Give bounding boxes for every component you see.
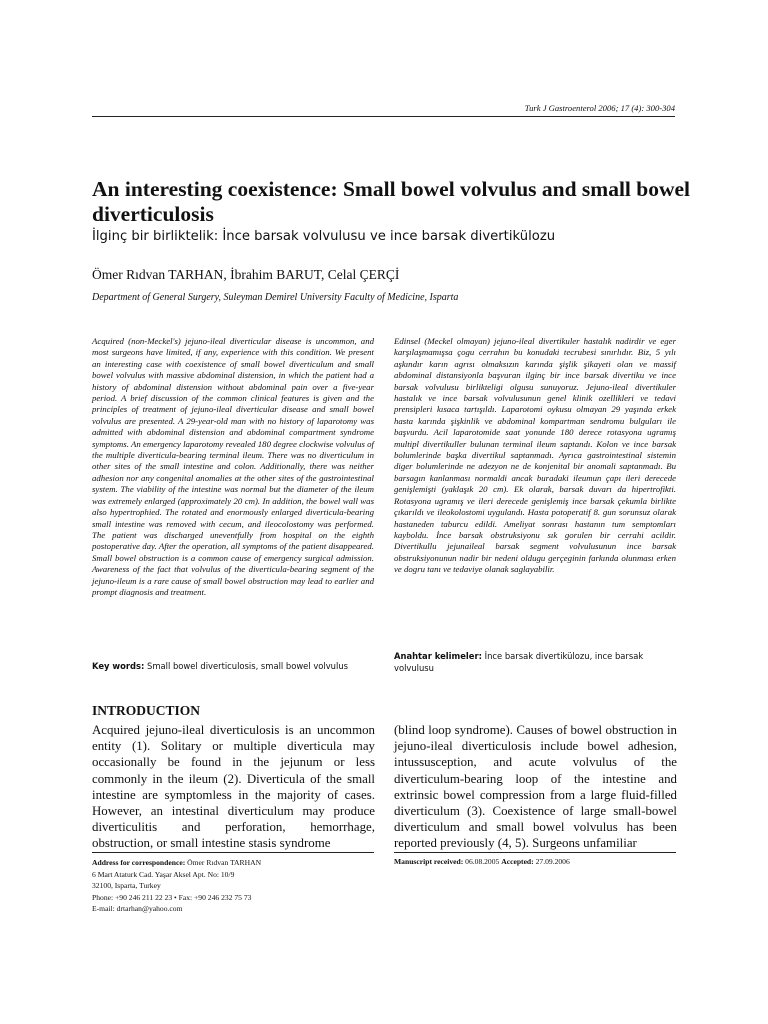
footer-rule-right — [394, 852, 676, 853]
correspondence-line — [92, 857, 261, 869]
author-list: Ömer Rıdvan TARHAN, İbrahim BARUT, Celal ÇERÇİ — [92, 267, 400, 282]
abstract-turkish: Edinsel (Meckel olmayan) jejuno-ileal divertikuler hastalık nadirdir ve eger karşılaşmamışsa çogu cerrahın bu konudaki tecrubesi sınırlıdır. Biz, 5 yılı aşkındır karın agrısı olmaksızın karında şişlik şikayeti olan ve massif abdominal distansiyonla başvuran ilginç bir ince barsak divertiku ve ince barsak volvulusu birlikteligi olgusu sunuyoruz. Jejuno-ileal divertikuler hastalık ve ince barsak volvulusunun genel klinik ozellikleri ve tedavi prensipleri kısaca tartışıldı. Laparotomi oykusu olmayan 29 yaşında erkek hasta karında şişkinlik ve abdominal kompartman sendromu bulguları ile başvurdu. Acil laparotomide saat yonunde 180 derece rotasyona ugramış multipl divertikuller bulunan terminal ileum saptandı. Kolon ve ince barsak bolumlerinde başka divertikul saptanmadı. Ayrıca gastrointestinal sistemin diger bolumlerinde ne adezyon ne de konjenital bir anomali saptanmadı. Bu barsagın kanlanması normaldi ancak buradaki ileumun çapı ileri derecede genişlemişti (yaklaşık 20 cm). Ek olarak, barsak duvarı da hipertrofikti. Rotasyona ugramış ve ileri derecede genişlemiş ince barsak çekumla birlikte çıkarıldı ve ileokolostomi uygulandı. Hasta potoperatif 8. gun sorunsuz olarak hastaneden taburcu edildi. Ameliyat sonrası hastanın tum semptomları kayboldu. İnce barsak obstruksiyonu sık gorulen bir cerrahi acildir. Divertikullu jejunaileal barsak segment volvulusunun ince barsak obstruksiyonunun nadir bir nedeni oldugu gerçeginin farkında olunması erken ve dogru tanı ve tedaviye olanak saglayabilir. — [394, 336, 676, 575]
keywords-english — [92, 661, 376, 673]
keywords-label: Key words: — [92, 661, 145, 671]
address-line-1: 6 Mart Ataturk Cad. Yaşar Aksel Apt. No: 10/9 — [92, 869, 235, 879]
article-title: An interesting coexistence: Small bowel volvulus and small bowel diverticulosis — [92, 177, 691, 226]
accepted-label: Accepted: — [501, 857, 534, 866]
phone-fax: Phone: +90 246 211 22 23 • Fax: +90 246 232 75 73 — [92, 892, 252, 902]
keywords-label-turkish: Anahtar kelimeler: — [394, 651, 482, 661]
author-affiliation: Department of General Surgery, Suleyman Demirel University Faculty of Medicine, Isparta — [92, 292, 459, 303]
accepted-date: 27.09.2006 — [533, 857, 570, 866]
keywords-turkish — [394, 651, 678, 674]
journal-reference: Turk J Gastroenterol 2006; 17 (4): 300-304 — [524, 103, 675, 113]
keywords-text: Small bowel diverticulosis, small bowel volvulus — [144, 661, 348, 671]
abstract-english: Acquired (non-Meckel's) jejuno-ileal diverticular disease is uncommon, and most surgeons have limited, if any, experience with this condition. We present an interesting case with coexistence of small bowel diverticulum and small bowel volvulus with massive abdominal distension, in which the patient had a history of abdominal distension without abdominal pain over a five-year period. A brief discussion of the common clinical features is given and the principles of treatment of jejuno-ileal diverticular disease and small bowel volvulus are presented. A 29-year-old man with no history of laparotomy was admitted with abdominal distension and abdominal compartment syndrome symptoms. An emergency laparotomy revealed 180 degree clockwise volvulus of the multiple diverticula-bearing terminal ileum. There was no diverticulum in other sites of the small intestine and colon. Additionally, there was neither adhesion nor any congenital anomalies at the other sites of the gastrointestinal system. The viability of the intestine was normal but the diameter of the ileum was extremely enlarged (approximately 20 cm). In addition, the bowel wall was also hypertrophied. The rotated and enormously enlarged diverticula-bearing small intestine was removed with cecum, and ileocolostomy was performed. The patient was discharged uneventfully from hospital on the eighth postoperative day. After the operation, all symptoms of the patient disappeared. Small bowel obstruction is a common cause of emergency surgical admission. Awareness of the fact that volvulus of the diverticula-bearing segment of the jejuno-ileum is a rare cause of small bowel obstruction may lead to earlier and prompt diagnosis and treatment. — [92, 336, 374, 597]
address-line-2: 32100, Isparta, Turkey — [92, 881, 161, 891]
correspondence-label: Address for correspondence: — [92, 858, 186, 867]
keywords-text-turkish: İnce barsak divertikülozu, ince barsak volvulusu — [394, 651, 644, 673]
section-heading-introduction: INTRODUCTION — [92, 703, 201, 718]
email: E-mail: drtarhan@yahoo.com — [92, 904, 183, 914]
header-rule — [92, 116, 675, 117]
introduction-right-column: (blind loop syndrome). Causes of bowel obstruction in jejuno-ileal diverticulosis include bowel adhesion, intussusception, and acute volvulus of the diverticulum-bearing loop of the intestine and extrinsic bowel compression from a large fluid-filled diverticulum (3). Coexistence of large small-bowel diverticulum and small bowel volvulus has been reported previously (4, 5). Surgeons unfamiliar — [394, 723, 677, 851]
introduction-left-column: Acquired jejuno-ileal diverticulosis is an uncommon entity (1). Solitary or multiple diverticula may occasionally be found in the jejunum or less commonly in the ileum (2). Diverticula of the small intestine are symptomless in the majority of cases. However, an intestinal diverticulum may produce diverticulitis and perforation, hemorrhage, obstruction, or small intestine stasis syndrome — [92, 723, 375, 851]
received-date: 06.08.2005 — [463, 857, 502, 866]
correspondence-name: Ömer Rıdvan TARHAN — [185, 858, 262, 867]
article-subtitle-turkish: İlginç bir birliktelik: İnce barsak volvulusu ve ince barsak divertikülozu — [92, 229, 556, 244]
correspondence-block — [92, 857, 261, 915]
manuscript-dates — [394, 857, 570, 866]
received-label: Manuscript received: — [394, 857, 464, 866]
footer-rule-left — [92, 852, 374, 853]
